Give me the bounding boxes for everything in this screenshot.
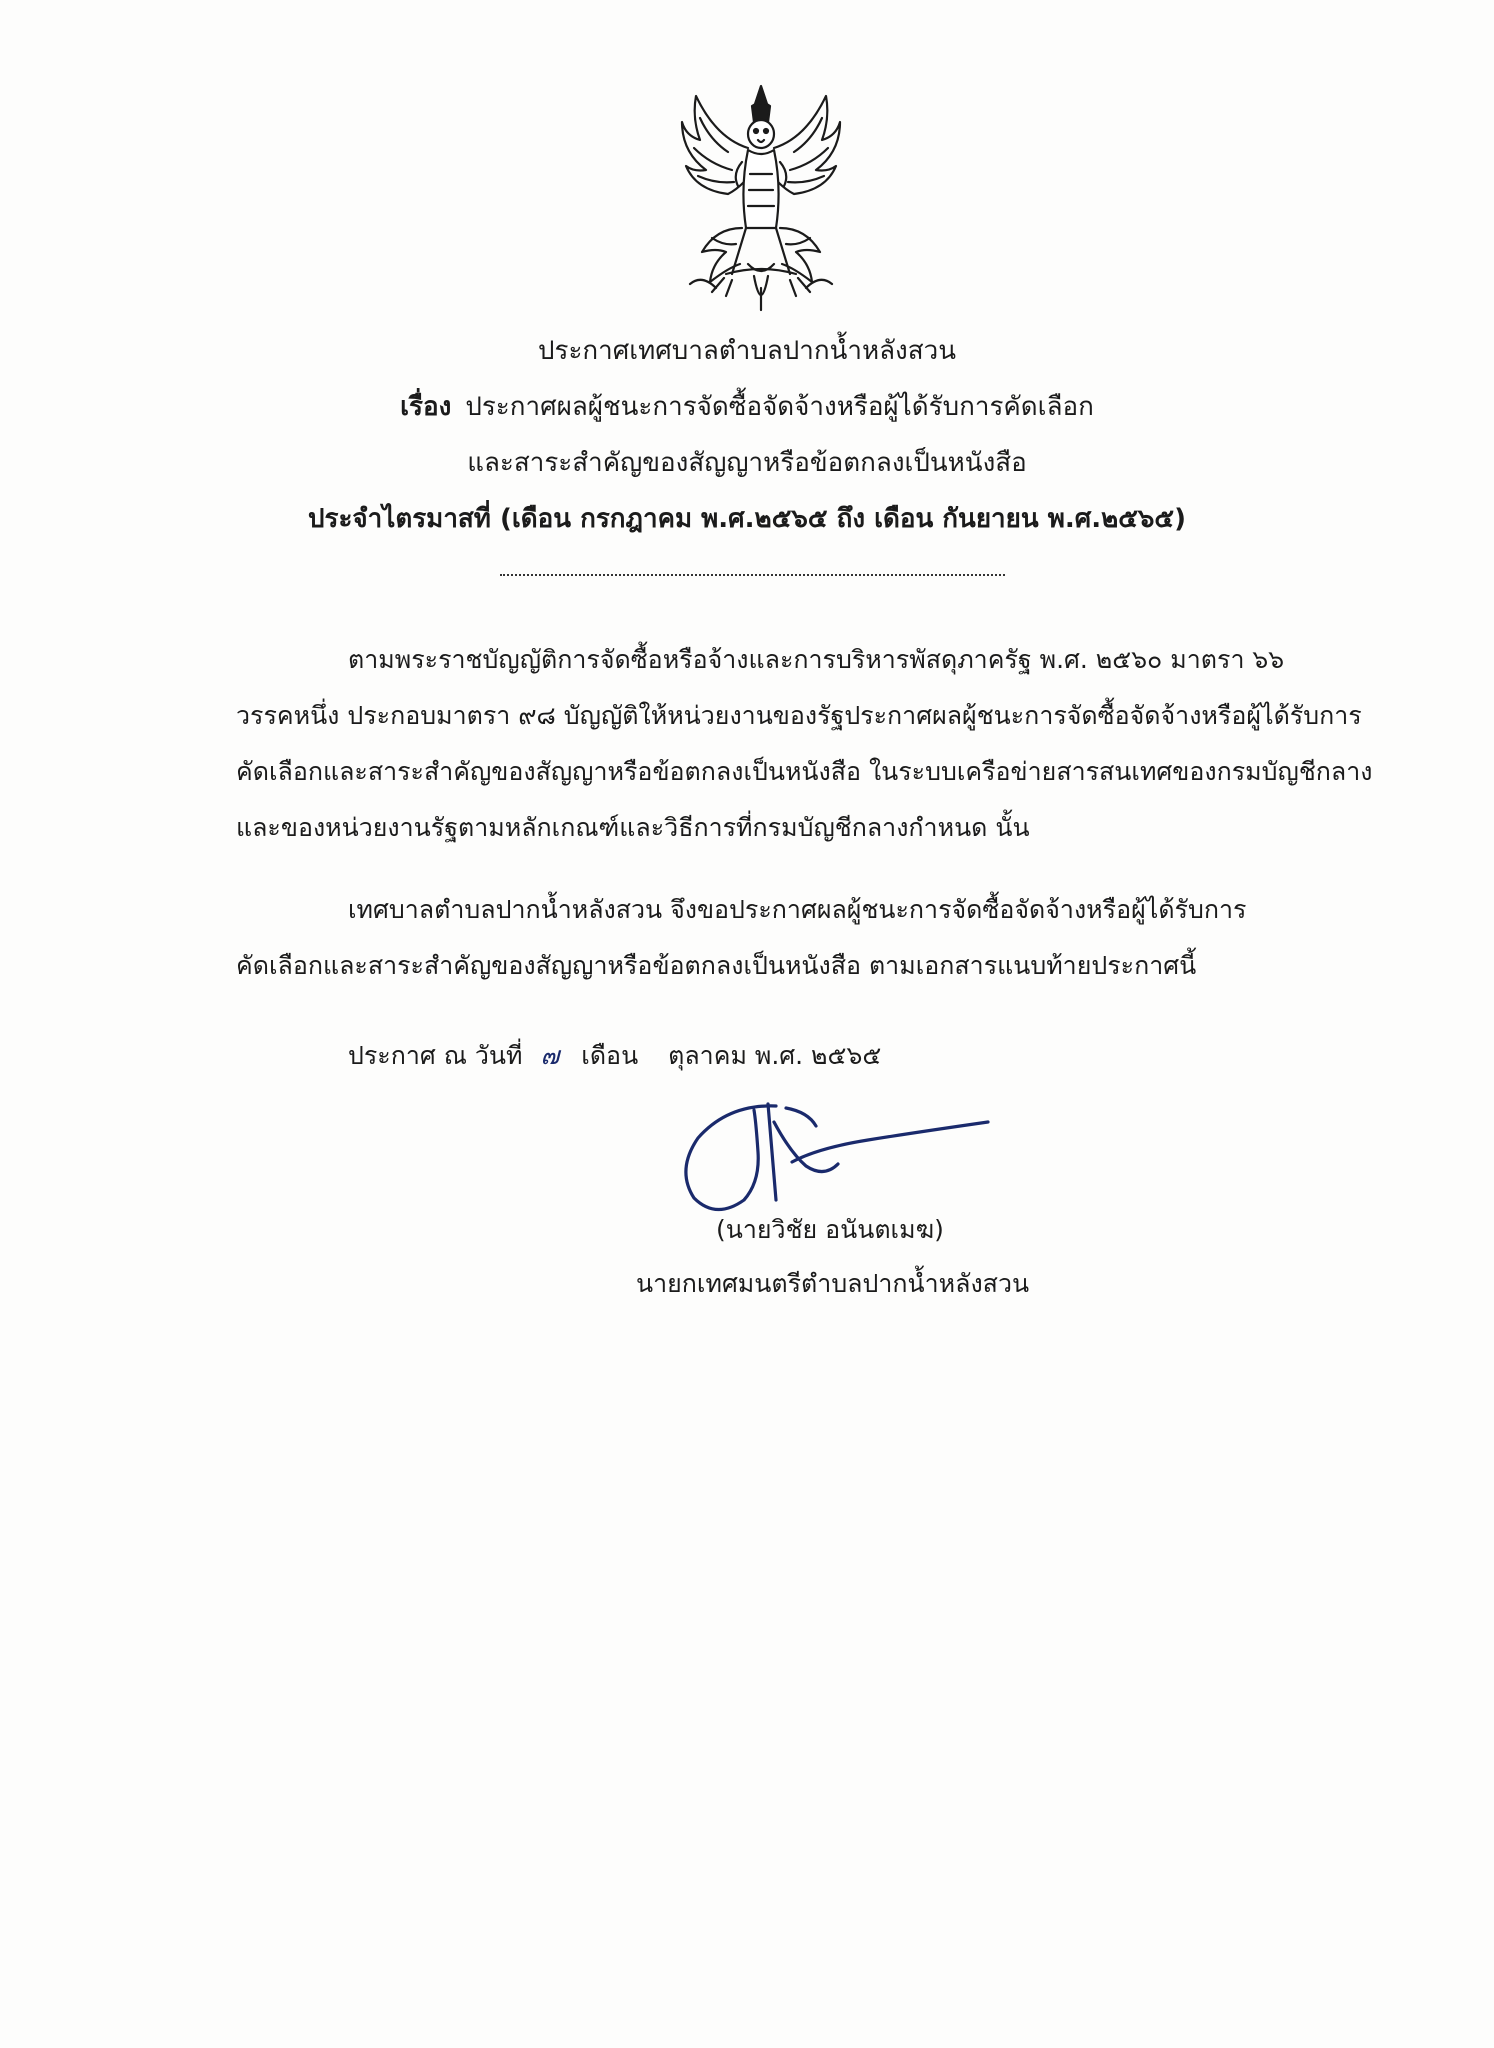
- date-prefix: ประกาศ ณ วันที่: [348, 1041, 523, 1070]
- announcement-subject-continued: และสาระสำคัญของสัญญาหรือข้อตกลงเป็นหนังสือ: [467, 448, 1027, 478]
- paragraph-1-line-2: วรรคหนึ่ง ประกอบมาตรา ๙๘ บัญญัติให้หน่วยงานของรัฐประกาศผลผู้ชนะการจัดซื้อจัดจ้างหรือผู้ได้รับการ: [236, 701, 1362, 730]
- paragraph-2-line-1: เทศบาลตำบลปากน้ำหลังสวน จึงขอประกาศผลผู้ชนะการจัดซื้อจัดจ้างหรือผู้ได้รับการ: [348, 895, 1247, 924]
- subject-label: เรื่อง: [400, 392, 452, 422]
- date-day: ๗: [540, 1041, 560, 1070]
- signer-title: นายกเทศมนตรีตำบลปากน้ำหลังสวน: [636, 1269, 1030, 1298]
- announcement-date: [348, 1036, 889, 1076]
- announcement-title: ประกาศเทศบาลตำบลปากน้ำหลังสวน: [538, 336, 956, 366]
- paragraph-1-line-3: คัดเลือกและสาระสำคัญของสัญญาหรือข้อตกลงเป็นหนังสือ ในระบบเครือข่ายสารสนเทศของกรมบัญชีกลาง: [236, 757, 1373, 786]
- date-month-label: เดือน: [581, 1041, 639, 1070]
- paragraph-1-line-1: ตามพระราชบัญญัติการจัดซื้อหรือจ้างและการบริหารพัสดุภาครัฐ พ.ศ. ๒๕๖๐ มาตรา ๖๖: [348, 645, 1285, 674]
- paragraph-1-line-4: และของหน่วยงานรัฐตามหลักเกณฑ์และวิธีการที่กรมบัญชีกลางกำหนด นั้น: [236, 813, 1030, 842]
- garuda-emblem-icon: [676, 78, 846, 323]
- subject-text: ประกาศผลผู้ชนะการจัดซื้อจัดจ้างหรือผู้ได้รับการคัดเลือก: [465, 392, 1094, 422]
- date-month-year: ตุลาคม พ.ศ. ๒๕๖๕: [668, 1041, 882, 1070]
- paragraph-2-line-2: คัดเลือกและสาระสำคัญของสัญญาหรือข้อตกลงเป็นหนังสือ ตามเอกสารแนบท้ายประกาศนี้: [236, 951, 1197, 980]
- announcement-period: ประจำไตรมาสที่ (เดือน กรกฎาคม พ.ศ.๒๕๖๕ ถึง เดือน กันยายน พ.ศ.๒๕๖๕): [307, 504, 1186, 534]
- announcement-subject: [0, 390, 1494, 424]
- dotted-divider: [500, 574, 1005, 576]
- signature-icon: [668, 1092, 1002, 1222]
- signer-name: (นายวิชัย อนันตเมฆ): [716, 1215, 944, 1244]
